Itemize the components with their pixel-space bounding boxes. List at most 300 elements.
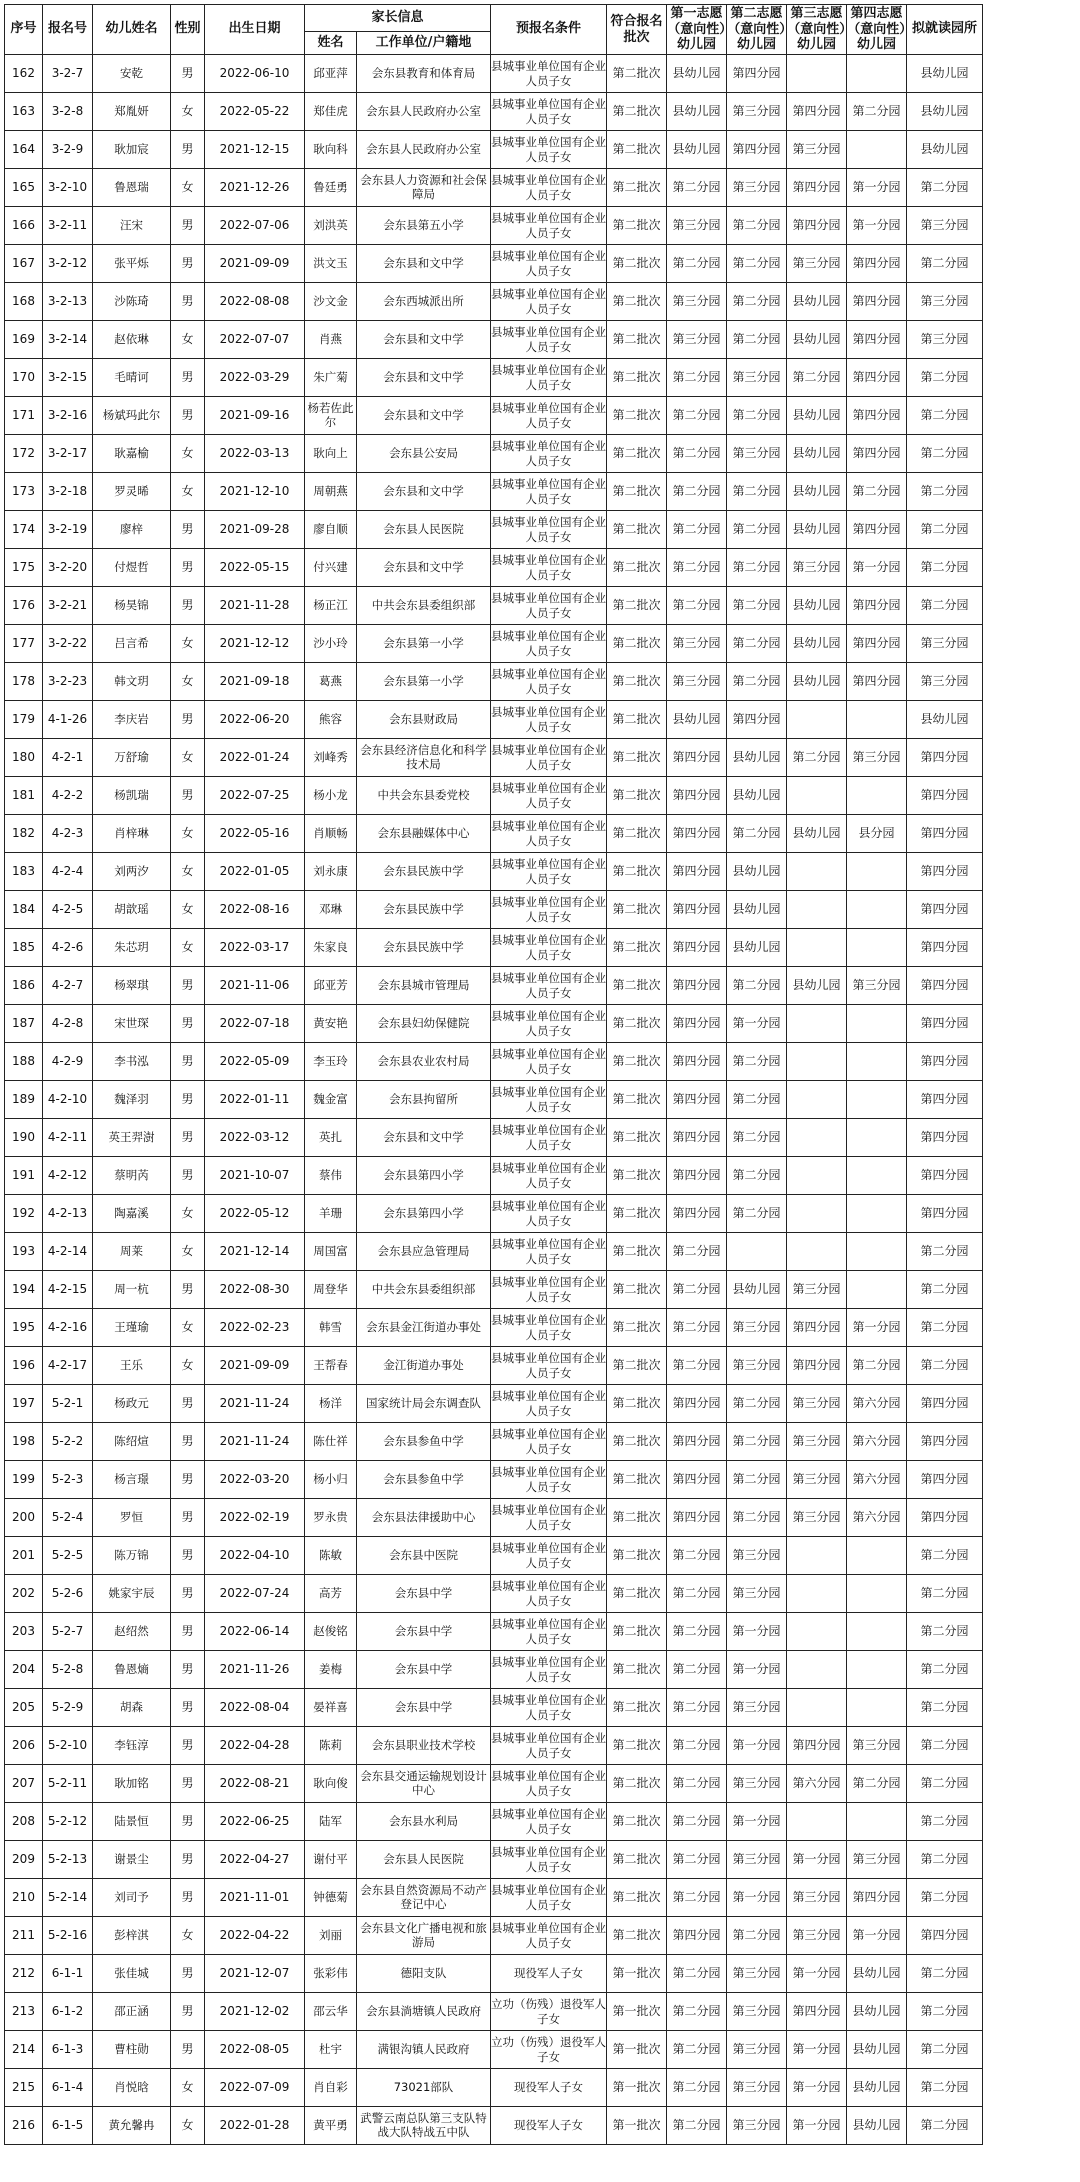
- cell-parent-unit: 会东县公安局: [357, 435, 491, 473]
- cell-gender: 女: [171, 2107, 205, 2145]
- cell-choice3: 第三分园: [787, 1385, 847, 1423]
- cell-batch: 第二批次: [607, 929, 667, 967]
- cell-parent-name: 赵俊铭: [305, 1613, 357, 1651]
- cell-child-name: 赵依琳: [93, 321, 171, 359]
- table-row: [5, 1955, 983, 1993]
- cell-choice2: 第二分园: [727, 815, 787, 853]
- cell-condition: 县城事业单位国有企业人员子女: [491, 891, 607, 929]
- cell-birth-date: 2022-04-10: [205, 1537, 305, 1575]
- cell-parent-name: 黄平勇: [305, 2107, 357, 2145]
- table-row: [5, 1423, 983, 1461]
- cell-parent-unit: 会东县水利局: [357, 1803, 491, 1841]
- cell-parent-name: 陈莉: [305, 1727, 357, 1765]
- table-row: [5, 93, 983, 131]
- cell-condition: 县城事业单位国有企业人员子女: [491, 435, 607, 473]
- table-row: [5, 929, 983, 967]
- cell-parent-unit: 会东县第四小学: [357, 1195, 491, 1233]
- cell-parent-unit: 会东县文化广播电视和旅游局: [357, 1917, 491, 1955]
- cell-choice1: 第二分园: [667, 511, 727, 549]
- cell-birth-date: 2022-02-23: [205, 1309, 305, 1347]
- cell-gender: 女: [171, 1195, 205, 1233]
- cell-parent-unit: 武警云南总队第三支队特战大队特战五中队: [357, 2107, 491, 2145]
- cell-choice2: 第二分园: [727, 1081, 787, 1119]
- cell-choice3: 第四分园: [787, 1347, 847, 1385]
- cell-choice2: 县幼儿园: [727, 853, 787, 891]
- cell-condition: 立功（伤残）退役军人子女: [491, 2031, 607, 2069]
- cell-batch: 第二批次: [607, 1499, 667, 1537]
- cell-seq: 184: [5, 891, 43, 929]
- cell-choice1: 第四分园: [667, 1005, 727, 1043]
- cell-choice1: 第二分园: [667, 1347, 727, 1385]
- cell-condition: 县城事业单位国有企业人员子女: [491, 473, 607, 511]
- header-gender: 性别: [171, 5, 205, 55]
- cell-choice2: 县幼儿园: [727, 891, 787, 929]
- cell-choice2: 第三分园: [727, 1955, 787, 1993]
- table-row: [5, 701, 983, 739]
- cell-parent-name: 杨若佐此尔: [305, 397, 357, 435]
- cell-choice1: 第二分园: [667, 587, 727, 625]
- cell-parent-unit: 会东县金江街道办事处: [357, 1309, 491, 1347]
- cell-choice1: 第四分园: [667, 1499, 727, 1537]
- cell-choice2: 第二分园: [727, 587, 787, 625]
- cell-batch: 第一批次: [607, 1955, 667, 1993]
- table-row: [5, 55, 983, 93]
- cell-birth-date: 2022-08-08: [205, 283, 305, 321]
- table-row: [5, 815, 983, 853]
- cell-choice3: 第三分园: [787, 1271, 847, 1309]
- cell-choice3: [787, 929, 847, 967]
- cell-condition: 县城事业单位国有企业人员子女: [491, 245, 607, 283]
- cell-batch: 第二批次: [607, 663, 667, 701]
- cell-choice2: 第二分园: [727, 625, 787, 663]
- cell-gender: 女: [171, 853, 205, 891]
- cell-child-name: 耿嘉榆: [93, 435, 171, 473]
- cell-seq: 172: [5, 435, 43, 473]
- cell-choice2: 第二分园: [727, 1157, 787, 1195]
- cell-parent-name: 杨洋: [305, 1385, 357, 1423]
- cell-choice2: 第三分园: [727, 1765, 787, 1803]
- cell-reg-no: 5-2-13: [43, 1841, 93, 1879]
- cell-parent-unit: 会东县人力资源和社会保障局: [357, 169, 491, 207]
- cell-gender: 男: [171, 777, 205, 815]
- cell-choice3: 第三分园: [787, 1917, 847, 1955]
- cell-choice1: 第二分园: [667, 169, 727, 207]
- cell-parent-unit: 会东县中学: [357, 1613, 491, 1651]
- cell-condition: 县城事业单位国有企业人员子女: [491, 1765, 607, 1803]
- cell-gender: 男: [171, 1043, 205, 1081]
- cell-choice4: [847, 1613, 907, 1651]
- cell-birth-date: 2022-07-18: [205, 1005, 305, 1043]
- cell-assigned: 第二分园: [907, 587, 983, 625]
- cell-choice1: 第二分园: [667, 1271, 727, 1309]
- cell-choice4: [847, 1803, 907, 1841]
- cell-gender: 男: [171, 1005, 205, 1043]
- cell-condition: 现役军人子女: [491, 1955, 607, 1993]
- cell-choice2: 第一分园: [727, 1613, 787, 1651]
- cell-batch: 第二批次: [607, 93, 667, 131]
- cell-choice4: [847, 1689, 907, 1727]
- cell-choice4: 县幼儿园: [847, 2107, 907, 2145]
- cell-choice1: 县幼儿园: [667, 131, 727, 169]
- cell-choice2: 第三分园: [727, 93, 787, 131]
- cell-choice2: 第三分园: [727, 1689, 787, 1727]
- cell-choice3: [787, 1803, 847, 1841]
- cell-condition: 县城事业单位国有企业人员子女: [491, 1575, 607, 1613]
- cell-gender: 男: [171, 1575, 205, 1613]
- cell-child-name: 杨翠琪: [93, 967, 171, 1005]
- cell-seq: 174: [5, 511, 43, 549]
- cell-parent-unit: 会东县第一小学: [357, 625, 491, 663]
- cell-child-name: 鲁恩熵: [93, 1651, 171, 1689]
- cell-seq: 198: [5, 1423, 43, 1461]
- cell-choice3: 县幼儿园: [787, 321, 847, 359]
- table-row: [5, 1043, 983, 1081]
- cell-batch: 第二批次: [607, 587, 667, 625]
- table-row: [5, 587, 983, 625]
- cell-choice4: 第一分园: [847, 1309, 907, 1347]
- cell-seq: 182: [5, 815, 43, 853]
- cell-birth-date: 2022-01-28: [205, 2107, 305, 2145]
- cell-child-name: 罗灵晞: [93, 473, 171, 511]
- cell-gender: 男: [171, 1689, 205, 1727]
- cell-choice4: [847, 1119, 907, 1157]
- cell-reg-no: 5-2-4: [43, 1499, 93, 1537]
- cell-reg-no: 4-2-17: [43, 1347, 93, 1385]
- cell-child-name: 宋世琛: [93, 1005, 171, 1043]
- cell-seq: 195: [5, 1309, 43, 1347]
- cell-child-name: 郑胤妍: [93, 93, 171, 131]
- cell-assigned: 第四分园: [907, 1461, 983, 1499]
- cell-parent-name: 朱广菊: [305, 359, 357, 397]
- cell-reg-no: 5-2-2: [43, 1423, 93, 1461]
- table-row: [5, 207, 983, 245]
- cell-parent-unit: 会东县经济信息化和科学技术局: [357, 739, 491, 777]
- cell-child-name: 杨言璟: [93, 1461, 171, 1499]
- table-row: [5, 853, 983, 891]
- cell-choice2: 第三分园: [727, 2031, 787, 2069]
- cell-birth-date: 2022-05-09: [205, 1043, 305, 1081]
- cell-choice1: 第二分园: [667, 1613, 727, 1651]
- cell-batch: 第二批次: [607, 473, 667, 511]
- cell-choice3: [787, 1119, 847, 1157]
- cell-gender: 男: [171, 1081, 205, 1119]
- cell-choice4: 第六分园: [847, 1385, 907, 1423]
- cell-choice3: 县幼儿园: [787, 283, 847, 321]
- cell-choice2: 第二分园: [727, 1119, 787, 1157]
- cell-gender: 男: [171, 511, 205, 549]
- cell-parent-name: 刘洪英: [305, 207, 357, 245]
- cell-child-name: 周莱: [93, 1233, 171, 1271]
- cell-child-name: 安乾: [93, 55, 171, 93]
- cell-birth-date: 2021-11-26: [205, 1651, 305, 1689]
- cell-reg-no: 6-1-3: [43, 2031, 93, 2069]
- cell-seq: 178: [5, 663, 43, 701]
- cell-condition: 县城事业单位国有企业人员子女: [491, 625, 607, 663]
- cell-gender: 男: [171, 1499, 205, 1537]
- cell-parent-unit: 德阳支队: [357, 1955, 491, 1993]
- cell-condition: 县城事业单位国有企业人员子女: [491, 1005, 607, 1043]
- cell-child-name: 李书泓: [93, 1043, 171, 1081]
- cell-gender: 男: [171, 245, 205, 283]
- cell-reg-no: 4-2-2: [43, 777, 93, 815]
- cell-choice1: 第二分园: [667, 1727, 727, 1765]
- cell-birth-date: 2022-08-05: [205, 2031, 305, 2069]
- cell-assigned: 第二分园: [907, 1233, 983, 1271]
- cell-batch: 第二批次: [607, 853, 667, 891]
- cell-birth-date: 2022-08-21: [205, 1765, 305, 1803]
- cell-batch: 第二批次: [607, 549, 667, 587]
- cell-choice1: 第二分园: [667, 359, 727, 397]
- cell-parent-unit: 会东县中学: [357, 1651, 491, 1689]
- cell-seq: 212: [5, 1955, 43, 1993]
- cell-choice1: 第二分园: [667, 1993, 727, 2031]
- cell-parent-name: 廖自顺: [305, 511, 357, 549]
- cell-parent-unit: 中共会东县委组织部: [357, 587, 491, 625]
- cell-batch: 第二批次: [607, 1233, 667, 1271]
- cell-reg-no: 4-2-5: [43, 891, 93, 929]
- table-row: [5, 1689, 983, 1727]
- cell-choice4: [847, 929, 907, 967]
- cell-assigned: 第二分园: [907, 169, 983, 207]
- cell-parent-unit: 会东县教育和体育局: [357, 55, 491, 93]
- cell-reg-no: 6-1-1: [43, 1955, 93, 1993]
- cell-reg-no: 4-2-16: [43, 1309, 93, 1347]
- cell-seq: 186: [5, 967, 43, 1005]
- cell-choice4: 第三分园: [847, 1727, 907, 1765]
- cell-choice2: 第一分园: [727, 1005, 787, 1043]
- cell-birth-date: 2021-11-28: [205, 587, 305, 625]
- cell-parent-name: 洪文玉: [305, 245, 357, 283]
- cell-condition: 县城事业单位国有企业人员子女: [491, 1879, 607, 1917]
- cell-assigned: 第二分园: [907, 245, 983, 283]
- cell-condition: 县城事业单位国有企业人员子女: [491, 663, 607, 701]
- cell-condition: 县城事业单位国有企业人员子女: [491, 1727, 607, 1765]
- cell-choice2: 第三分园: [727, 1309, 787, 1347]
- cell-batch: 第二批次: [607, 1081, 667, 1119]
- cell-parent-unit: 会东县第一小学: [357, 663, 491, 701]
- cell-seq: 199: [5, 1461, 43, 1499]
- cell-choice1: 第四分园: [667, 1043, 727, 1081]
- cell-assigned: 第四分园: [907, 1195, 983, 1233]
- cell-choice3: 第四分园: [787, 1727, 847, 1765]
- cell-seq: 190: [5, 1119, 43, 1157]
- cell-reg-no: 4-2-6: [43, 929, 93, 967]
- cell-child-name: 刘司予: [93, 1879, 171, 1917]
- cell-parent-unit: 会东县参鱼中学: [357, 1423, 491, 1461]
- cell-gender: 男: [171, 549, 205, 587]
- cell-condition: 县城事业单位国有企业人员子女: [491, 1537, 607, 1575]
- table-row: [5, 1309, 983, 1347]
- cell-choice1: 第四分园: [667, 815, 727, 853]
- cell-reg-no: 3-2-20: [43, 549, 93, 587]
- cell-assigned: 第四分园: [907, 1119, 983, 1157]
- cell-batch: 第二批次: [607, 1765, 667, 1803]
- cell-condition: 县城事业单位国有企业人员子女: [491, 321, 607, 359]
- cell-choice3: [787, 1575, 847, 1613]
- cell-choice4: 第一分园: [847, 169, 907, 207]
- cell-choice4: 第四分园: [847, 321, 907, 359]
- cell-birth-date: 2021-12-26: [205, 169, 305, 207]
- cell-batch: 第一批次: [607, 2031, 667, 2069]
- cell-choice2: 第三分园: [727, 435, 787, 473]
- cell-choice3: 第三分园: [787, 549, 847, 587]
- cell-choice1: 第四分园: [667, 1119, 727, 1157]
- cell-child-name: 黄允馨冉: [93, 2107, 171, 2145]
- cell-seq: 166: [5, 207, 43, 245]
- cell-choice1: 第四分园: [667, 1917, 727, 1955]
- cell-batch: 第二批次: [607, 131, 667, 169]
- cell-assigned: 第二分园: [907, 2031, 983, 2069]
- cell-choice4: 第四分园: [847, 663, 907, 701]
- cell-child-name: 蔡明芮: [93, 1157, 171, 1195]
- cell-parent-unit: 会东县淌塘镇人民政府: [357, 1993, 491, 2031]
- cell-choice2: 县幼儿园: [727, 777, 787, 815]
- cell-birth-date: 2022-05-22: [205, 93, 305, 131]
- cell-choice1: 第二分园: [667, 1575, 727, 1613]
- table-body: [5, 55, 983, 2145]
- cell-choice4: [847, 701, 907, 739]
- cell-parent-name: 鲁廷勇: [305, 169, 357, 207]
- cell-choice1: 第四分园: [667, 1385, 727, 1423]
- cell-gender: 女: [171, 1347, 205, 1385]
- cell-choice4: 第四分园: [847, 1879, 907, 1917]
- cell-assigned: 第三分园: [907, 321, 983, 359]
- cell-choice1: 第二分园: [667, 549, 727, 587]
- cell-parent-unit: 会东县融媒体中心: [357, 815, 491, 853]
- cell-choice2: 县幼儿园: [727, 929, 787, 967]
- cell-parent-unit: 中共会东县委党校: [357, 777, 491, 815]
- cell-choice2: 第四分园: [727, 131, 787, 169]
- cell-parent-name: 羊珊: [305, 1195, 357, 1233]
- cell-choice2: 第三分园: [727, 2069, 787, 2107]
- cell-child-name: 曹柱勋: [93, 2031, 171, 2069]
- cell-child-name: 赵绍然: [93, 1613, 171, 1651]
- cell-birth-date: 2021-12-10: [205, 473, 305, 511]
- cell-parent-unit: 会东县和文中学: [357, 549, 491, 587]
- cell-choice3: [787, 1537, 847, 1575]
- cell-choice1: 第二分园: [667, 245, 727, 283]
- cell-gender: 女: [171, 815, 205, 853]
- cell-batch: 第二批次: [607, 1347, 667, 1385]
- cell-child-name: 英王羿澍: [93, 1119, 171, 1157]
- cell-choice4: [847, 1233, 907, 1271]
- cell-choice4: [847, 891, 907, 929]
- cell-reg-no: 4-2-14: [43, 1233, 93, 1271]
- cell-choice3: 县幼儿园: [787, 815, 847, 853]
- cell-seq: 162: [5, 55, 43, 93]
- cell-choice2: 第二分园: [727, 663, 787, 701]
- cell-child-name: 杨凯瑞: [93, 777, 171, 815]
- cell-reg-no: 5-2-9: [43, 1689, 93, 1727]
- cell-birth-date: 2022-03-29: [205, 359, 305, 397]
- cell-choice1: 第二分园: [667, 473, 727, 511]
- table-row: [5, 169, 983, 207]
- cell-reg-no: 3-2-8: [43, 93, 93, 131]
- cell-gender: 女: [171, 1233, 205, 1271]
- cell-reg-no: 5-2-7: [43, 1613, 93, 1651]
- cell-birth-date: 2021-11-24: [205, 1385, 305, 1423]
- cell-birth-date: 2022-06-14: [205, 1613, 305, 1651]
- header-child-name: 幼儿姓名: [93, 5, 171, 55]
- cell-choice1: 第四分园: [667, 967, 727, 1005]
- header-parent-info: 家长信息: [305, 5, 491, 32]
- header-choice4: 第四志愿（意向性）幼儿园: [847, 5, 907, 55]
- cell-child-name: 胡歆瑶: [93, 891, 171, 929]
- header-choice1: 第一志愿（意向性）幼儿园: [667, 5, 727, 55]
- cell-choice1: 第二分园: [667, 2069, 727, 2107]
- header-parent-name: 姓名: [305, 32, 357, 55]
- cell-condition: 县城事业单位国有企业人员子女: [491, 131, 607, 169]
- cell-seq: 210: [5, 1879, 43, 1917]
- cell-gender: 女: [171, 739, 205, 777]
- cell-seq: 165: [5, 169, 43, 207]
- cell-reg-no: 5-2-5: [43, 1537, 93, 1575]
- table-row: [5, 1841, 983, 1879]
- table-row: [5, 891, 983, 929]
- cell-reg-no: 3-2-9: [43, 131, 93, 169]
- cell-parent-name: 蔡伟: [305, 1157, 357, 1195]
- cell-child-name: 胡森: [93, 1689, 171, 1727]
- cell-assigned: 县幼儿园: [907, 93, 983, 131]
- table-row: [5, 2107, 983, 2145]
- cell-child-name: 姚家宇辰: [93, 1575, 171, 1613]
- cell-choice3: 第一分园: [787, 1955, 847, 1993]
- table-row: [5, 359, 983, 397]
- cell-choice4: [847, 1043, 907, 1081]
- cell-reg-no: 6-1-2: [43, 1993, 93, 2031]
- cell-child-name: 陶嘉溪: [93, 1195, 171, 1233]
- cell-parent-name: 李玉玲: [305, 1043, 357, 1081]
- cell-parent-unit: 会东县法律援助中心: [357, 1499, 491, 1537]
- cell-assigned: 第二分园: [907, 511, 983, 549]
- cell-choice4: [847, 777, 907, 815]
- cell-gender: 男: [171, 1803, 205, 1841]
- cell-gender: 男: [171, 1423, 205, 1461]
- cell-choice4: [847, 1271, 907, 1309]
- cell-parent-name: 谢付平: [305, 1841, 357, 1879]
- cell-gender: 男: [171, 1537, 205, 1575]
- cell-choice2: 第二分园: [727, 207, 787, 245]
- cell-assigned: 第四分园: [907, 853, 983, 891]
- table-row: [5, 1499, 983, 1537]
- cell-gender: 男: [171, 1119, 205, 1157]
- table-row: [5, 1993, 983, 2031]
- table-row: [5, 245, 983, 283]
- cell-seq: 201: [5, 1537, 43, 1575]
- cell-parent-name: 姜梅: [305, 1651, 357, 1689]
- cell-choice2: 第三分园: [727, 169, 787, 207]
- table-row: [5, 1803, 983, 1841]
- table-row: [5, 1195, 983, 1233]
- cell-batch: 第二批次: [607, 891, 667, 929]
- cell-condition: 县城事业单位国有企业人员子女: [491, 169, 607, 207]
- cell-seq: 189: [5, 1081, 43, 1119]
- cell-reg-no: 5-2-14: [43, 1879, 93, 1917]
- cell-gender: 男: [171, 1651, 205, 1689]
- cell-gender: 男: [171, 1879, 205, 1917]
- cell-batch: 第二批次: [607, 1917, 667, 1955]
- cell-batch: 第二批次: [607, 397, 667, 435]
- cell-batch: 第一批次: [607, 1993, 667, 2031]
- cell-choice3: 第六分园: [787, 1765, 847, 1803]
- cell-reg-no: 4-2-13: [43, 1195, 93, 1233]
- cell-choice1: 第四分园: [667, 1461, 727, 1499]
- cell-condition: 县城事业单位国有企业人员子女: [491, 1119, 607, 1157]
- cell-parent-name: 王帮春: [305, 1347, 357, 1385]
- cell-choice3: [787, 853, 847, 891]
- table-row: [5, 473, 983, 511]
- cell-batch: 第二批次: [607, 1309, 667, 1347]
